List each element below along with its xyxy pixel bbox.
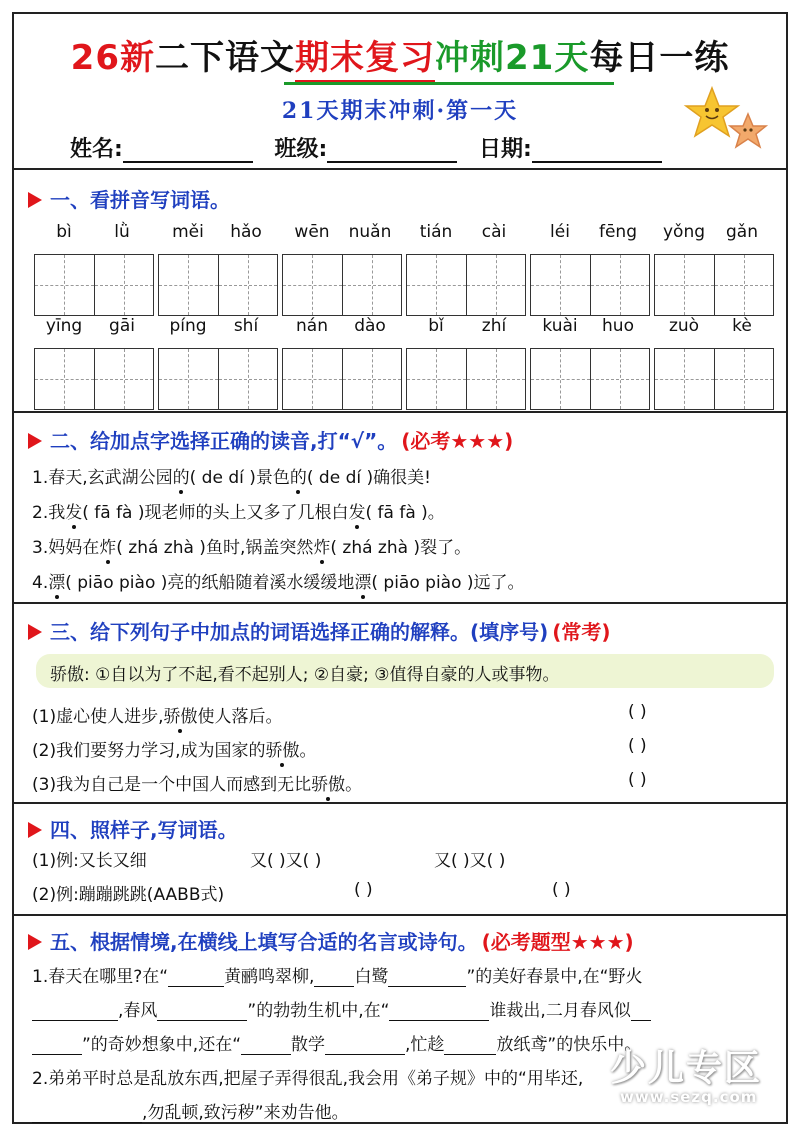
watermark-main: 少儿专区 <box>610 1048 763 1089</box>
pattern-blank-2[interactable]: 又( )又( ) <box>434 851 506 871</box>
passage-line-1: 1.春天在哪里?在“ 黄鹂鸣翠柳, 白鹭 ”的美好春景中,在“野火 <box>32 967 643 987</box>
writing-box[interactable] <box>406 254 526 316</box>
class-label: 班级: <box>274 137 328 162</box>
worksheet-frame <box>12 12 788 1124</box>
date-label: 日期: <box>478 137 532 162</box>
fill-blank[interactable] <box>32 1037 82 1055</box>
pinyin-word: kuài huo <box>542 316 634 336</box>
writing-box[interactable] <box>282 254 402 316</box>
pinyin-row-1 <box>34 222 784 258</box>
section3-tag: (常考) <box>552 620 611 644</box>
title-part-daily: 每日一练 <box>589 38 730 78</box>
fill-blank[interactable] <box>325 1037 405 1055</box>
pinyin-word: zuò kè <box>668 316 752 336</box>
name-field[interactable] <box>123 143 253 163</box>
pattern-blank-1[interactable]: 又( )又( ) <box>250 851 322 871</box>
fill-blank[interactable] <box>631 1003 651 1021</box>
question-2-4: 4.漂( piāo piào )亮的纸船随着溪水缓缓地漂( piāo piào )远了。 <box>32 573 525 593</box>
pinyin-word: yǒng gǎn <box>662 222 758 242</box>
question-3-3: (3)我为自己是一个中国人而感到无比骄傲。 <box>32 775 363 795</box>
watermark-url: www.sezq.com <box>620 1088 758 1106</box>
pinyin-row-2 <box>34 316 784 352</box>
section1-heading: 一、看拼音写词语。 <box>28 184 230 213</box>
writing-box-row-2 <box>34 348 784 410</box>
title-part-grade: 26新 <box>70 38 155 78</box>
title-part-subject: 二下语文 <box>155 38 295 78</box>
answer-paren[interactable]: ( ) <box>628 702 647 722</box>
writing-box[interactable] <box>34 348 154 410</box>
date-field[interactable] <box>532 143 662 163</box>
pinyin-word: měi hǎo <box>172 222 262 242</box>
class-field[interactable] <box>327 143 457 163</box>
fill-blank[interactable] <box>388 969 466 987</box>
writing-box[interactable] <box>654 254 774 316</box>
answer-paren[interactable]: ( ) <box>628 770 647 790</box>
writing-box[interactable] <box>158 348 278 410</box>
writing-box[interactable] <box>654 348 774 410</box>
pinyin-word: wēn nuǎn <box>294 222 392 242</box>
pinyin-word: bì lǜ <box>56 222 130 242</box>
fill-blank[interactable] <box>32 1105 142 1123</box>
main-title <box>14 30 786 79</box>
pinyin-word: yīng gāi <box>45 316 135 336</box>
definition-box: 骄傲: ①自以为了不起,看不起别人; ②自豪; ③值得自豪的人或事物。 <box>36 654 774 688</box>
student-info-row <box>70 132 770 163</box>
question-3-2: (2)我们要努力学习,成为国家的骄傲。 <box>32 741 317 761</box>
question-4-2-label: (2)例:蹦蹦跳跳(AABB式) <box>32 885 225 905</box>
triangle-marker-icon <box>28 624 42 640</box>
section5-heading: 五、根据情境,在横线上填写合适的名言或诗句。 (必考题型★★★) <box>28 926 634 955</box>
fill-blank[interactable] <box>32 1003 118 1021</box>
section-pronunciation <box>14 413 786 604</box>
pinyin-word: léi fēng <box>550 222 637 242</box>
answer-paren[interactable]: ( ) <box>628 736 647 756</box>
passage-line-4: 2.弟弟平时总是乱放东西,把屋子弄得很乱,我会用《弟子规》中的“用毕还, <box>32 1069 584 1089</box>
question-4-1-label: (1)例:又长又细 <box>32 851 147 871</box>
writing-box[interactable] <box>158 254 278 316</box>
watermark-logo <box>600 1030 790 1110</box>
passage-line-3: ”的奇妙想象中,还在“ 散学 ,忙趁 放纸鸢”的快乐中。 <box>32 1030 641 1055</box>
section-pinyin <box>14 170 786 413</box>
triangle-marker-icon <box>28 192 42 208</box>
question-2-2: 2.我发( fā fà )现老师的头上又多了几根白发( fā fà )。 <box>32 503 445 523</box>
passage-line-2: ,春风 ”的勃勃生机中,在“ 谁裁出,二月春风似 <box>32 996 651 1021</box>
pinyin-word: bǐ zhí <box>428 316 507 336</box>
writing-box[interactable] <box>406 348 526 410</box>
question-2-3: 3.妈妈在炸( zhá zhà )鱼时,锅盖突然炸( zhá zhà )裂了。 <box>32 538 472 558</box>
pinyin-word: tián cài <box>419 222 507 242</box>
section3-heading: 三、给下列句子中加点的词语选择正确的解释。(填序号) (常考) <box>28 616 611 645</box>
section2-tag: (必考★★★) <box>401 429 514 453</box>
title-part-sprint: 冲刺21天 <box>435 38 590 78</box>
triangle-marker-icon <box>28 934 42 950</box>
writing-box[interactable] <box>530 254 650 316</box>
pinyin-word: nán dào <box>296 316 386 336</box>
worksheet-header <box>14 14 786 170</box>
writing-box-row-1 <box>34 254 784 316</box>
name-label: 姓名: <box>70 137 123 162</box>
title-part-review: 期末复习 <box>295 38 435 83</box>
writing-box[interactable] <box>530 348 650 410</box>
triangle-marker-icon <box>28 822 42 838</box>
triangle-marker-icon <box>28 433 42 449</box>
section-explanation <box>14 604 786 804</box>
fill-blank[interactable] <box>157 1003 247 1021</box>
pattern-blank-4[interactable]: ( ) <box>552 880 571 900</box>
fill-blank[interactable] <box>168 969 224 987</box>
passage-line-5: ,勿乱顿,致污秽”来劝告他。 <box>32 1098 349 1123</box>
pattern-blank-3[interactable]: ( ) <box>354 880 373 900</box>
fill-blank[interactable] <box>444 1037 496 1055</box>
fill-blank[interactable] <box>389 1003 489 1021</box>
section4-heading: 四、照样子,写词语。 <box>28 814 238 843</box>
section-word-pattern <box>14 804 786 916</box>
fill-blank[interactable] <box>241 1037 291 1055</box>
writing-box[interactable] <box>282 348 402 410</box>
question-2-1: 1.春天,玄武湖公园的( de dí )景色的( de dí )确很美! <box>32 468 431 488</box>
title-underline <box>284 82 614 85</box>
fill-blank[interactable] <box>314 969 354 987</box>
question-3-1: (1)虚心使人进步,骄傲使人落后。 <box>32 707 283 727</box>
section5-tag: (必考题型★★★) <box>481 930 634 954</box>
pinyin-word: píng shí <box>169 316 259 336</box>
sub-title: 21天期末冲刺·第一天 <box>281 98 519 124</box>
writing-box[interactable] <box>34 254 154 316</box>
section2-heading: 二、给加点字选择正确的读音,打“√”。 (必考★★★) <box>28 425 513 454</box>
